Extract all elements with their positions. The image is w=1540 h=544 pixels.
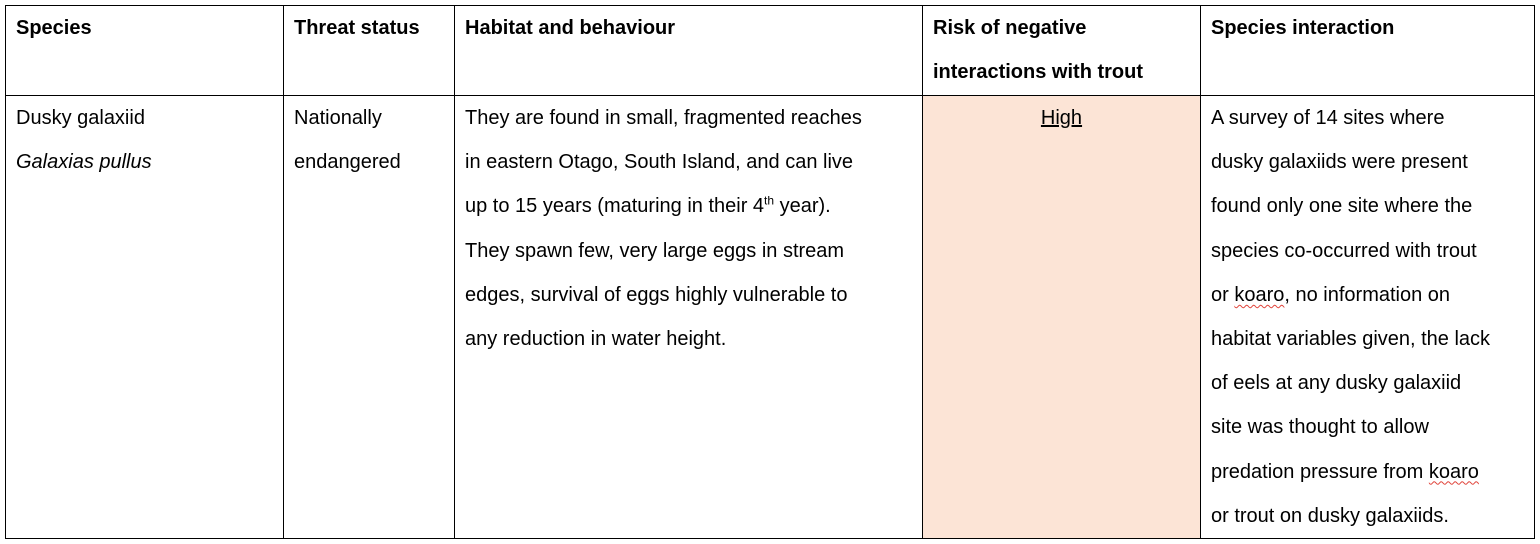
cell-threat-status: Nationally endangered [284,96,455,539]
species-table [5,5,1535,539]
species-latin-name: Galaxias pullus [16,151,152,174]
cell-interaction: A survey of 14 sites where dusky galaxiids were present found only one site where the species co-occurred with trout or koaro, no information on habitat variables given, the lack of eels at any dusky galaxiid site was thought to allow predation pressure from koaro or trout on dusky galaxiids. [1201,96,1535,539]
header-row [6,6,1535,96]
header-interaction: Species interaction [1201,6,1535,96]
header-species: Species [6,6,284,96]
species-common-name: Dusky galaxiid [16,107,145,129]
header-risk: Risk of negative interactions with trout [923,6,1201,96]
cell-species [6,96,284,539]
cell-risk [923,96,1201,539]
header-habitat: Habitat and behaviour [455,6,923,96]
spellcheck-word: koaro [1428,460,1479,483]
table-row [6,96,1535,539]
risk-level: High [1040,107,1083,129]
spellcheck-word: koaro [1234,283,1285,306]
cell-habitat: They are found in small, fragmented reaches in eastern Otago, South Island, and can live up to 15 years (maturing in their 4th year). They spawn few, very large eggs in stream edges, survival of eggs highly vulnerable to any reduction in water height. [455,96,923,539]
header-threat-status: Threat status [284,6,455,96]
